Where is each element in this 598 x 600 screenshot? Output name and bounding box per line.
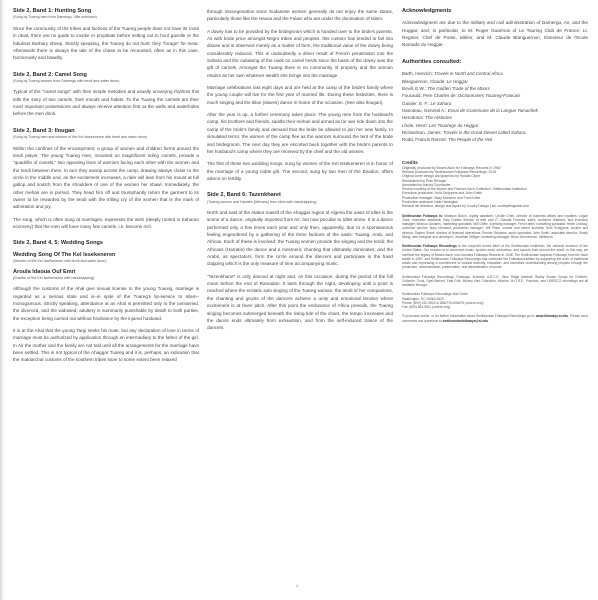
paragraph: After the year is up, a further ceremony takes place. The young men from the husband's camp, his brothers and friends, saddle their mehari and armed as for war ride down into the camp of the bride's family and demand that the bride be allowed to join her new family. In simulated terror, the women of the camp flee as the warriors surround the tent of the bride and bridegroom. The next day they are escorted back together with the bride's parents to her husband's camp where they are received by the chief and the old women. (207, 112, 393, 154)
acknowledgments-text: Acknowledgment are due to the military and civil administration of Damergu, Air, and the Hoggar, and, in particular, to M. Roger Guarinos of Le Touring Club de France; Lt. Regnier, Chef de Poste, Idèles; and M. Claude Blanguernon, Directeur de l'Ecole Nomade du Hoggar. (402, 20, 588, 48)
credit-line: Annotated by Harold Courlander (402, 182, 451, 187)
authority-entry: Bovill, E.W.: The Golden Trade of the Moors (402, 85, 490, 91)
authority-entry: Gautier, E. F.: Le Sahara (402, 100, 452, 106)
website-link[interactable]: www.folkways.si.edu (535, 314, 569, 319)
section-subtitle: (Sung by Tuareg women from Damergu with tendi and water drum) (13, 78, 120, 83)
column-left (13, 8, 199, 364)
credit-line: Reissue produced by Smithsonian Folkways Recordings, 2018 (402, 169, 497, 174)
address-line: Phone: (800) 410-9815 or 888-FOLKWAYS (orders only) (402, 300, 484, 305)
paragraph: North and east of the Atakor massif of the Ahaggar region of Algeria the oasis of Idles is the scene of a dance, originally imported from Air, but now peculiar to Idles alone. It is a dance performed only a few times each year and only then, apparently, due to a spontaneous feeling engendered by a gathering of the three factions of the oasis: Tuareg, Arab, and African. Each of these is involved: the Tuareg women provide the singing and the tendi; the Africans (Harratin) the dance and a mesmeric chanting that ultimately dominates; and the Arabs, as spectators, form the circle around the dancers and participate in the hand clapping which is the only measure of time accompanying music. (207, 210, 393, 267)
credits-title: Credits (402, 159, 418, 165)
label-mission-paragraph: Smithsonian Folkways Recordings is the nonprofit record label of the Smithsonian Institution, the national museum of the United States. Our mission is to document music, spoken word, instruction, and sounds from around the world. In this way, we continue the legacy of Moses Asch, who founded Folkways Records in 1948. The Smithsonian acquired Folkways from the Asch estate in 1987, and Smithsonian Folkways Recordings has continued the Folkways tradition by supporting the work of traditional artists and expressing a commitment to cultural diversity, education, and increased understanding among peoples through the production, documentation, preservation, and dissemination of sound. (402, 244, 588, 270)
authority-entry: Herodotus: The Histories (402, 115, 452, 121)
paragraph: The first of these two wedding songs, sung by women of the Kel Issekeneren is in honor of the marriage of a young noble girl. The second, sung by two men of the Enadon, offers advice on fertility. (207, 161, 393, 181)
labels-paragraph: Smithsonian Folkways Recordings, Folkways, Arhoolie, A.R.C.E., Blue Ridge Institute, Bobby Susser Songs for Children, Collector, Cook, Dyer-Bennet, Fast Folk, Mickey Hart Collection, Monitor, M.O.R.E., Paredon, and UNESCO recordings are all available through: (402, 274, 588, 288)
paragraph: Typical of the "camel songs" with their simple melodies and usually unvarying rhythms this tells the story of two camels, their moods and habits. To the Tuareg the camels are their most important possessions and always receive attention first at the wells and waterholes before the men drink. (13, 89, 199, 117)
paragraph: A dowry has to be provided by the bridegroom which is handed over to the bride's parents. As with bride price amongst Negro tribes and peoples, this custom has tended to fall into disuse and is observed merely as a matter of form, the traditional value of the dowry being considerably reduced. This is undoubtedly a direct result of French penetration into the Sahara and the outlawing of the raids on camel herds since the basis of the dowry was the gift of camels. Amongst the Tuareg there is no community of property and the woman retains as her own whatever wealth she brings into the marriage. (207, 28, 393, 78)
section-title: Side 2, Band 6: Tazenkharet (207, 192, 281, 199)
credit-line: Photos courtesy of the Moses and Frances Asch Collection, Smithsonian Institution (402, 187, 527, 192)
credit-line: Reissue art direction, design and layout by Cooley Design Lab, cooleydesignlab.com (402, 204, 530, 209)
acknowledgments-title: Acknowledgments (402, 8, 452, 14)
section-title: Side 2, Band 3: Ilougan (13, 127, 75, 134)
credit-line: Production assistant: Kate Harrington (402, 200, 459, 204)
address-line: Smithsonian Folkways Recordings Mail Order (402, 292, 468, 297)
authority-entry: Lhote, Henri: Les Touaregs du Hoggar (402, 122, 479, 128)
paragraph: "Tazenkharet" is only danced at night and, on this occasion, during the period of the full moon before the end of Ramadan. It lasts through the night, developing until a point is reached where the ecstatic solo singing of the Tuareg woman, the tendi of her companions, the chanting and grunts of the dancers achieve a unity and emotional tension where excitement is at fever pitch. After this point the endurance of Africa prevails, the Tuareg singing becomes submerged beneath the rising tide of the chant, the tempo increases and the dance ends ultimately from exhaustion, and from the self-induced trance of the dancers. (207, 273, 393, 331)
section-title: Side 2, Band 4, 5: Wedding Songs (13, 240, 104, 247)
paragraph: through miscegenation since Sudanese women generally do not enjoy the same status, particularly those like the Hausa and the Fulani who are under the domination of Islam. (207, 9, 393, 22)
authority-entry: Foucauld, Pere Charles de: Dictionnaires Touareg-Francais (402, 93, 521, 99)
authority-entry: Hanoteau, General A.: Essai de Grammaire de la Langue Tamachek (402, 107, 538, 113)
page-number: 4 (296, 584, 298, 588)
section-subtitle: (Sung by Tuareg men from Damergu; Ville unknown) (13, 15, 97, 20)
paragraph: The song, which is often sung at marriages, expresses the wish (deeply rooted in Saharan economy) that the men will have many fine camels, i.e. become rich. (13, 216, 199, 229)
credit-line: Originally produced by Moses Asch for Folkways Records in 1960 (402, 165, 501, 170)
paragraph: Marriage celebrations last eight days and are held at the camp of the bride's family where the young couple will live for the first year of married life. During these festivities, there is much singing and the iklan (slaves) dance in honor of the occasion. (See also Ilougan). (207, 85, 393, 105)
staff-paragraph: Smithsonian Folkways is: Madison Burch, royalty assistant; Cecille Chen, director of business affairs and royalties; Logan Clark, executive assistant; Toby Dodds, director of web and IT; Claudia Foronda, sales, customer relations, and inventory manager; Beshou Gedamu, marketing specialist; Will Griffin, licensing manager; Fred Knittel, marketing specialist; Helen Lindsay, customer service; Mary Monseur, production manager; Jeff Place, curator and senior archivist; Huib Schippers, curator and director; Sayem Sharif, director of financial operations; Ronnie Simpkins, audio specialist; John Smith, associate director; Sandy Wang, web designer and developer; Jonathan Williger, marketing manager; Brian Zimmerman, fulfillment. (402, 213, 589, 239)
song-subtitle: (Women of the Kel Issekeneren with tendi and water drum) (13, 259, 107, 264)
section-title: Side 2, Band 2: Camel Song (13, 71, 87, 78)
credits-list (402, 166, 588, 209)
song-title: Aroula Idaoua Ouf Emri (13, 268, 76, 275)
authority-entry: Blanguernon, Claude: Le Hoggar (402, 78, 468, 84)
credit-line: Executive producers: Huib Schippers and John Smith (402, 191, 483, 196)
column-right (402, 8, 588, 323)
page-edge-shadow (0, 0, 4, 600)
paragraph: It is at the Ahal that the young Targi seeks his mate, but any declaration of love in terms of marriage must be authorized by application through an intermediary to the father of the girl. In Air the mother and the family are not told until all the arrangements for the marriage have been settled. This is not typical of the Ahaggar Tuareg and it is, perhaps, an indication that the matriarchal customs of the southern tribes have to some extent been relaxed (13, 328, 199, 363)
mail-order-address (402, 292, 588, 309)
credit-line: Production manager: Mary Monseur and Fred Kotzé (402, 195, 481, 200)
address-line: Washington, DC 20560-0520 (402, 296, 444, 301)
authorities-list (402, 70, 588, 143)
paragraph: Within the confines of the encampment, a group of women and children forms around the tendi player. The young Tuareg men, mounted on magnificent riding camels, provide a "quadrille of camels," two opposing lines of warriors facing each other with the women and the tendi between them. In turn they swoop across the camp, drawing always closer to the circle in the middle and, as the excitement increases, a rider will lean from his mount at full gallop and snatch from the shoulders of one of the women her shawl. Immediately, the other mehari are in pursuit. They head him off and triumphantly return the garment to its owner to be rewarded by the tendi with the trilling cry of the women that is the mark of admiration and joy. (13, 145, 199, 210)
authority-entry: Richardson, James: Travels in the Great Desert called Sahara (402, 129, 526, 135)
section-subtitle: (Tuareg women and Harratin [Africans] from Idles with handclapping) (207, 199, 317, 204)
authority-entry: Barth, Heinrich: Travels in North and Central Africa (402, 71, 503, 77)
credit-line: Remastered by Pete Reiniger (402, 178, 447, 183)
paragraph: Although the customs of the Ahal give sexual license to the young Tuareg, marriage is regarded as a serious state and is–in spite of the Tuareg's lip-service to Islam–monogamous. Strictly speaking, attendance at an Ahal is permitted only to the unmarried, the divorced, and the widowed; adultery is summarily punishable by death to both parties, the exception being carried out without hindrance by the injured husband. (13, 286, 199, 321)
credit-line: Original cover design and graphics by Ronald Clyne (402, 174, 481, 179)
paragraph: Since the community of the tribes and factions of the Tuareg people does not have its roots in ritual, there are no guide to invoke or propitiate before setting out to hunt gazelle or the fabulous Barbary sheep. Strictly speaking, the Tuareg do not hunt; they "forage" for meat. Afterwards there is always the tale of the chase to be recounted, often as in this case, humorously and bawdily. (13, 25, 199, 61)
song-title: Wedding Song Of The Kel Issekeneren (13, 251, 116, 258)
song-subtitle: (Ensoler of the Kel Issekeneren with handclapping) (13, 275, 95, 280)
email-link[interactable]: smithsonianfolkways@si.edu (442, 318, 489, 323)
authority-entry: Rodd, Francis Rennel: The People of the Veil (402, 137, 493, 143)
address-line: Fax: (800) 853-9511 (orders only) (402, 305, 451, 310)
column-middle (207, 8, 393, 332)
section-title: Side 2, Band 1: Hunting Song (13, 8, 92, 14)
online-info-paragraph: To purchase online, or for further information about Smithsonian Folkways Recordings go to: www.folkways.si.edu. Please send comments and questions to smithsonianfolkways@si.edu. (402, 314, 588, 323)
authorities-title: Authorities consulted: (402, 58, 462, 65)
section-subtitle: (Sung by Tuareg men and women of the Kel Issekeneren with tendi and water drum) (13, 135, 148, 140)
